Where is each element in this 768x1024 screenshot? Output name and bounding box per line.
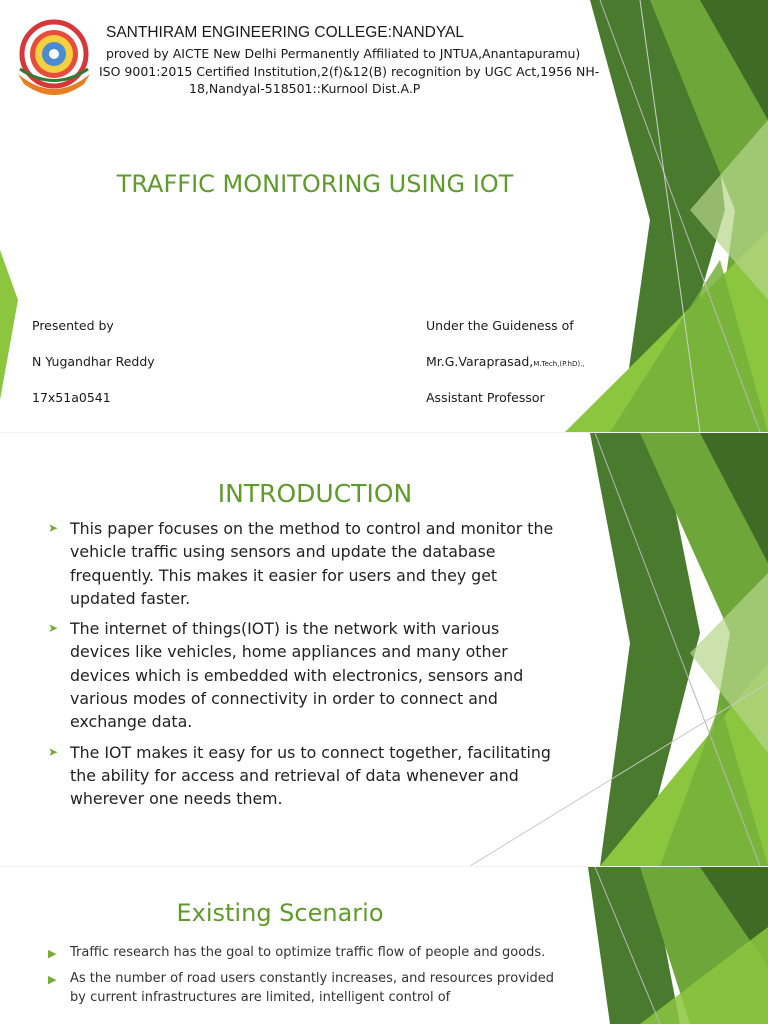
triangle-bullet-icon: ▶: [48, 947, 57, 960]
guidance-label: Under the Guideness of: [426, 318, 574, 333]
college-name: SANTHIRAM ENGINEERING COLLEGE:NANDYAL: [106, 24, 465, 41]
existing-scenario-slide: [0, 867, 768, 1024]
list-item: ➤ This paper focuses on the method to control and monitor the vehicle traffic using sensors and update the database frequently. This makes it easier for users and they get updated faster.: [48, 519, 554, 608]
slide-title: INTRODUCTION: [217, 479, 413, 508]
introduction-slide: [0, 433, 768, 866]
presenter-id: 17x51a0541: [32, 390, 111, 405]
college-logo: [14, 14, 94, 96]
list-item: ▶ Traffic research has the goal to optimize traffic flow of people and goods.: [48, 943, 568, 962]
guide-role: Assistant Professor: [426, 390, 545, 405]
list-item: ➤ The IOT makes it easy for us to connect together, facilitating the ability for access and retrieval of data whenever and wherever one needs them.: [48, 742, 551, 809]
title-slide: [0, 0, 768, 432]
guide-name-line: [426, 354, 585, 369]
guide-name: Mr.G.Varaprasad,: [426, 354, 534, 369]
guide-qualification: M.Tech,(P.hD).,: [533, 360, 585, 368]
bullet-list: [48, 517, 558, 818]
arrow-bullet-icon: ➤: [48, 521, 59, 535]
address-line: 18,Nandyal-518501::Kurnool Dist.A.P: [189, 81, 421, 96]
certification-line: ISO 9001:2015 Certified Institution,2(f)&12(B) recognition by UGC Act,1956 NH-: [99, 64, 600, 79]
triangle-bullet-icon: ▶: [48, 973, 57, 986]
bullet-list: [48, 943, 568, 1014]
arrow-bullet-icon: ➤: [48, 621, 59, 636]
presentation-title: TRAFFIC MONITORING USING IOT: [116, 170, 514, 198]
list-item: ▶ As the number of road users constantly increases, and resources provided by current infrastructures are limited, intelligent control of: [48, 971, 554, 1005]
affiliation-line: proved by AICTE New Delhi Permanently Affiliated to JNTUA,Anantapuramu): [106, 46, 581, 61]
slide-title: Existing Scenario: [176, 899, 384, 927]
presenter-name: N Yugandhar Reddy: [32, 354, 155, 369]
presented-by-label: Presented by: [32, 318, 114, 333]
list-item: ➤ The internet of things(IOT) is the network with various devices like vehicles, home appliances and many other devices which is embedded with electronics, sensors and various modes of connectivity in order to connect and exchange data.: [48, 619, 524, 732]
arrow-bullet-icon: ➤: [48, 744, 59, 759]
